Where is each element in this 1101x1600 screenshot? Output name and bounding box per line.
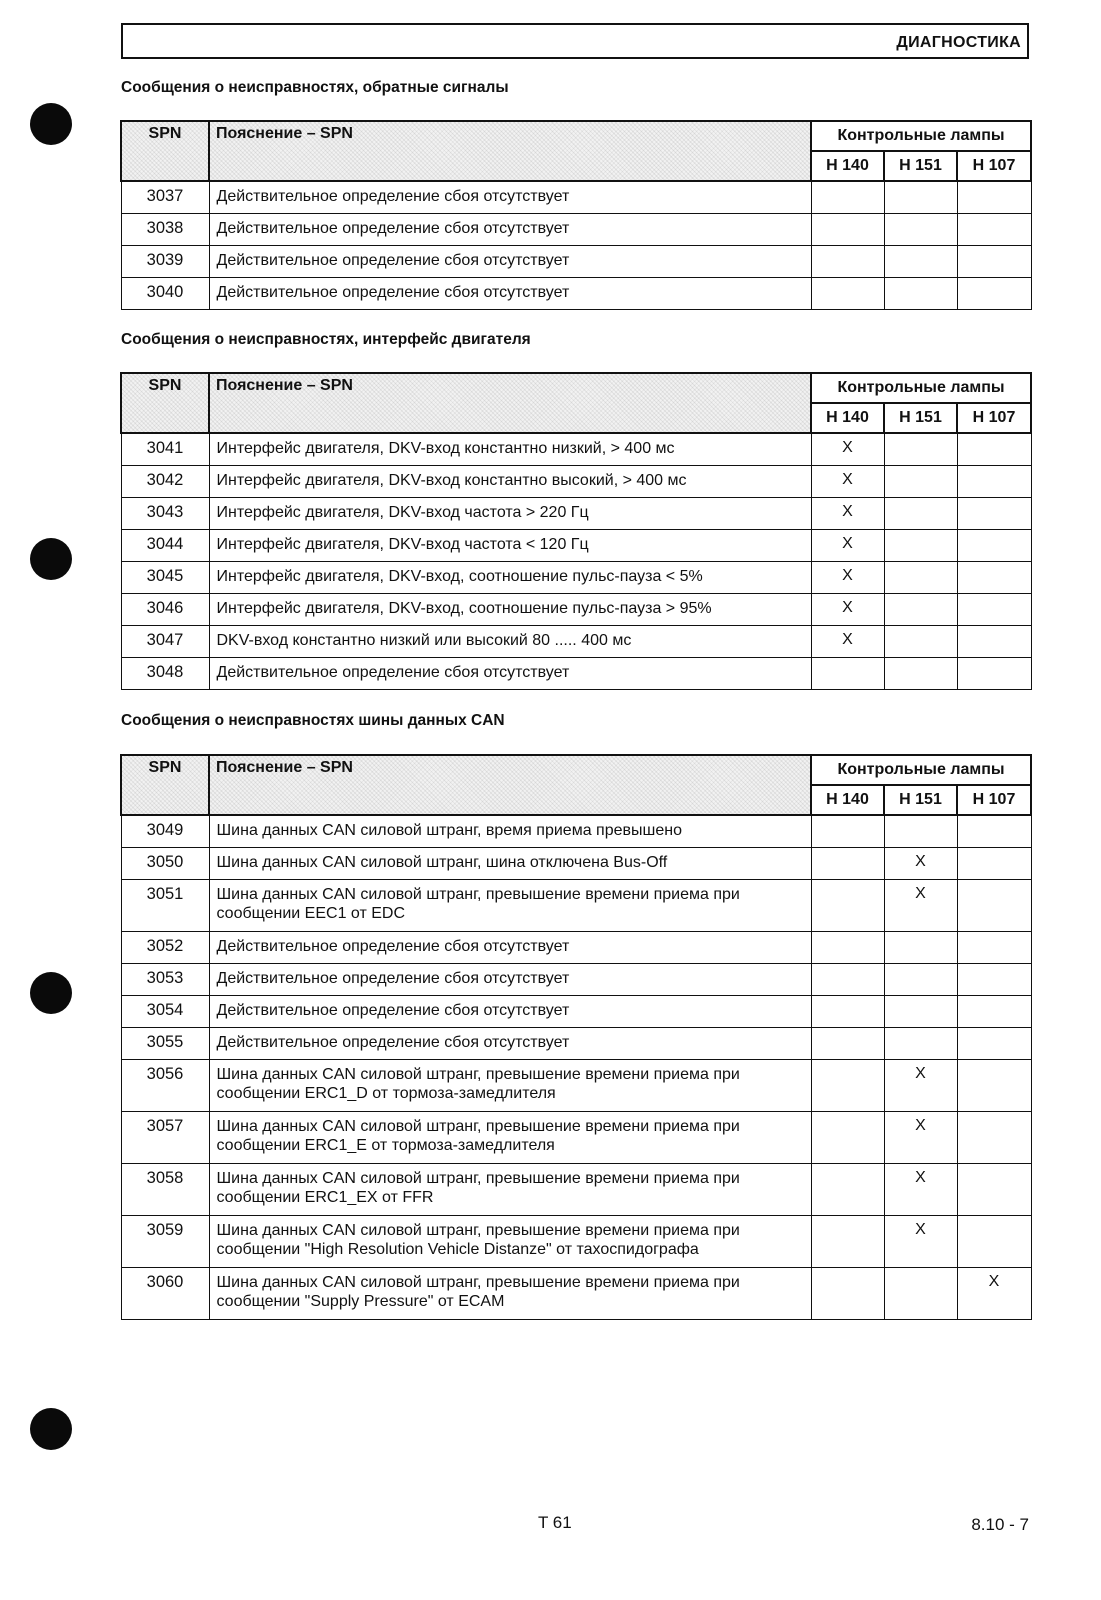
lamp-h140-mark [811,995,884,1027]
table-row [121,1027,1031,1059]
spn-code: 3054 [121,995,209,1027]
lamp-h140-mark: X [811,625,884,657]
table-row [121,995,1031,1027]
spn-code: 3060 [121,1267,209,1319]
lamp-h140-mark [811,657,884,689]
lamp-h151-mark: X [884,1059,957,1111]
lamp-h107-mark [957,593,1031,625]
col-header-lamps: Контрольные лампы [811,755,1031,785]
table-row [121,879,1031,931]
lamp-h151-mark [884,995,957,1027]
spn-description: Действительное определение сбоя отсутствует [209,277,811,309]
lamp-h107-mark [957,465,1031,497]
lamp-h140-mark [811,879,884,931]
footer-doc-code: T 61 [538,1513,572,1532]
lamp-h107-mark [957,625,1031,657]
lamp-h140-mark: X [811,497,884,529]
footer-page-number: 8.10 - 7 [971,1515,1029,1534]
spn-code: 3057 [121,1111,209,1163]
lamp-h151-mark: X [884,1215,957,1267]
lamp-h107-mark: X [957,1267,1031,1319]
lamp-h107-mark [957,995,1031,1027]
page-header [121,23,1029,59]
table-row [121,963,1031,995]
col-header-h107: Н 107 [957,403,1031,433]
table-row [121,625,1031,657]
lamp-h151-mark [884,963,957,995]
col-header-h140: Н 140 [811,403,884,433]
table-row [121,497,1031,529]
binder-hole-2 [30,538,72,580]
lamp-h140-mark [811,277,884,309]
col-header-desc: Пояснение – SPN [209,373,811,433]
lamp-h140-mark [811,931,884,963]
lamp-h107-mark [957,657,1031,689]
spn-description: Действительное определение сбоя отсутствует [209,1027,811,1059]
table-row [121,657,1031,689]
lamp-h151-mark [884,497,957,529]
table-row [121,1111,1031,1163]
lamp-h140-mark [811,245,884,277]
spn-description: Действительное определение сбоя отсутствует [209,181,811,213]
section-title-engine-interface: Сообщения о неисправностях, интерфейс двигателя [121,331,531,348]
table-row [121,593,1031,625]
lamp-h107-mark [957,245,1031,277]
table-row [121,1215,1031,1267]
lamp-h107-mark [957,847,1031,879]
spn-description: Шина данных CAN силовой штранг, время приема превышено [209,815,811,847]
lamp-h107-mark [957,1163,1031,1215]
spn-description: Шина данных CAN силовой штранг, превышение времени приема при сообщении EEC1 от EDC [209,879,811,931]
col-header-lamps: Контрольные лампы [811,373,1031,403]
lamp-h107-mark [957,1027,1031,1059]
spn-description: Шина данных CAN силовой штранг, превышение времени приема при сообщении ERC1_E от тормоза-замедлителя [209,1111,811,1163]
lamp-h140-mark: X [811,465,884,497]
lamp-h151-mark [884,433,957,465]
spn-code: 3055 [121,1027,209,1059]
col-header-lamps: Контрольные лампы [811,121,1031,151]
spn-code: 3052 [121,931,209,963]
col-header-spn: SPN [121,755,209,815]
spn-code: 3058 [121,1163,209,1215]
lamp-h151-mark [884,561,957,593]
spn-description: Шина данных CAN силовой штранг, превышение времени приема при сообщении ERC1_D от тормоза-замедлителя [209,1059,811,1111]
col-header-h140: Н 140 [811,151,884,181]
spn-description: Шина данных CAN силовой штранг, шина отключена Bus-Off [209,847,811,879]
table-row [121,1267,1031,1319]
lamp-h107-mark [957,213,1031,245]
lamp-h107-mark [957,931,1031,963]
spn-code: 3050 [121,847,209,879]
spn-description: Действительное определение сбоя отсутствует [209,931,811,963]
table-row [121,847,1031,879]
spn-code: 3046 [121,593,209,625]
table-engine-interface [120,372,1032,690]
table-row [121,277,1031,309]
lamp-h140-mark [811,1111,884,1163]
spn-description: Действительное определение сбоя отсутствует [209,963,811,995]
spn-code: 3045 [121,561,209,593]
lamp-h140-mark [811,1267,884,1319]
lamp-h151-mark [884,181,957,213]
table-row [121,529,1031,561]
section-title-feedback-signals: Сообщения о неисправностях, обратные сигналы [121,79,509,96]
lamp-h107-mark [957,561,1031,593]
col-header-h151: Н 151 [884,403,957,433]
lamp-h140-mark [811,213,884,245]
spn-description: Действительное определение сбоя отсутствует [209,245,811,277]
lamp-h107-mark [957,433,1031,465]
spn-code: 3044 [121,529,209,561]
lamp-h151-mark: X [884,1111,957,1163]
lamp-h140-mark [811,1027,884,1059]
spn-code: 3048 [121,657,209,689]
spn-code: 3053 [121,963,209,995]
col-header-h151: Н 151 [884,785,957,815]
spn-description: Действительное определение сбоя отсутствует [209,657,811,689]
lamp-h107-mark [957,963,1031,995]
spn-code: 3056 [121,1059,209,1111]
col-header-h151: Н 151 [884,151,957,181]
lamp-h151-mark [884,931,957,963]
table-row [121,561,1031,593]
lamp-h107-mark [957,1111,1031,1163]
table-row [121,1163,1031,1215]
spn-description: Интерфейс двигателя, DKV-вход частота < 120 Гц [209,529,811,561]
lamp-h140-mark [811,1059,884,1111]
spn-code: 3041 [121,433,209,465]
spn-description: Шина данных CAN силовой штранг, превышение времени приема при сообщении "Supply Pressure" от ECAM [209,1267,811,1319]
lamp-h151-mark: X [884,1163,957,1215]
col-header-h107: Н 107 [957,151,1031,181]
lamp-h107-mark [957,277,1031,309]
col-header-spn: SPN [121,373,209,433]
spn-code: 3049 [121,815,209,847]
section-title-can-bus: Сообщения о неисправностях шины данных CAN [121,712,505,729]
lamp-h107-mark [957,497,1031,529]
spn-description: Шина данных CAN силовой штранг, превышение времени приема при сообщении "High Resolution Vehicle Distanze" от тахоспидографа [209,1215,811,1267]
lamp-h140-mark: X [811,529,884,561]
table-row [121,433,1031,465]
lamp-h151-mark [884,815,957,847]
table-row [121,181,1031,213]
spn-description: Действительное определение сбоя отсутствует [209,995,811,1027]
spn-code: 3039 [121,245,209,277]
lamp-h151-mark [884,625,957,657]
lamp-h151-mark [884,1027,957,1059]
spn-description: DKV-вход константно низкий или высокий 80 ..... 400 мс [209,625,811,657]
lamp-h140-mark [811,815,884,847]
binder-hole-4 [30,1408,72,1450]
col-header-desc: Пояснение – SPN [209,755,811,815]
lamp-h151-mark: X [884,847,957,879]
table-row [121,245,1031,277]
lamp-h107-mark [957,879,1031,931]
table-row [121,815,1031,847]
lamp-h140-mark [811,963,884,995]
lamp-h151-mark [884,529,957,561]
lamp-h140-mark: X [811,561,884,593]
lamp-h151-mark [884,593,957,625]
lamp-h107-mark [957,529,1031,561]
table-row [121,931,1031,963]
binder-hole-3 [30,972,72,1014]
col-header-h140: Н 140 [811,785,884,815]
lamp-h140-mark [811,847,884,879]
spn-code: 3043 [121,497,209,529]
table-feedback-signals [120,120,1032,310]
lamp-h140-mark [811,1215,884,1267]
lamp-h140-mark: X [811,433,884,465]
table-row [121,465,1031,497]
lamp-h151-mark [884,465,957,497]
lamp-h151-mark [884,277,957,309]
spn-code: 3040 [121,277,209,309]
spn-description: Действительное определение сбоя отсутствует [209,213,811,245]
lamp-h140-mark: X [811,593,884,625]
lamp-h151-mark: X [884,879,957,931]
col-header-desc: Пояснение – SPN [209,121,811,181]
lamp-h151-mark [884,1267,957,1319]
col-header-spn: SPN [121,121,209,181]
binder-hole-1 [30,103,72,145]
lamp-h151-mark [884,657,957,689]
page-header-title: ДИАГНОСТИКА [896,34,1021,51]
lamp-h107-mark [957,815,1031,847]
table-can-bus [120,754,1032,1320]
table-row [121,1059,1031,1111]
spn-description: Интерфейс двигателя, DKV-вход, соотношение пульс-пауза < 5% [209,561,811,593]
spn-code: 3047 [121,625,209,657]
lamp-h151-mark [884,213,957,245]
lamp-h107-mark [957,1215,1031,1267]
spn-description: Интерфейс двигателя, DKV-вход, соотношение пульс-пауза > 95% [209,593,811,625]
lamp-h140-mark [811,181,884,213]
table-row [121,213,1031,245]
lamp-h107-mark [957,181,1031,213]
col-header-h107: Н 107 [957,785,1031,815]
spn-description: Шина данных CAN силовой штранг, превышение времени приема при сообщении ERC1_EX от FFR [209,1163,811,1215]
spn-code: 3042 [121,465,209,497]
lamp-h140-mark [811,1163,884,1215]
spn-description: Интерфейс двигателя, DKV-вход константно высокий, > 400 мс [209,465,811,497]
lamp-h151-mark [884,245,957,277]
spn-code: 3037 [121,181,209,213]
lamp-h107-mark [957,1059,1031,1111]
spn-description: Интерфейс двигателя, DKV-вход частота > 220 Гц [209,497,811,529]
spn-code: 3051 [121,879,209,931]
spn-code: 3038 [121,213,209,245]
spn-description: Интерфейс двигателя, DKV-вход константно низкий, > 400 мс [209,433,811,465]
spn-code: 3059 [121,1215,209,1267]
